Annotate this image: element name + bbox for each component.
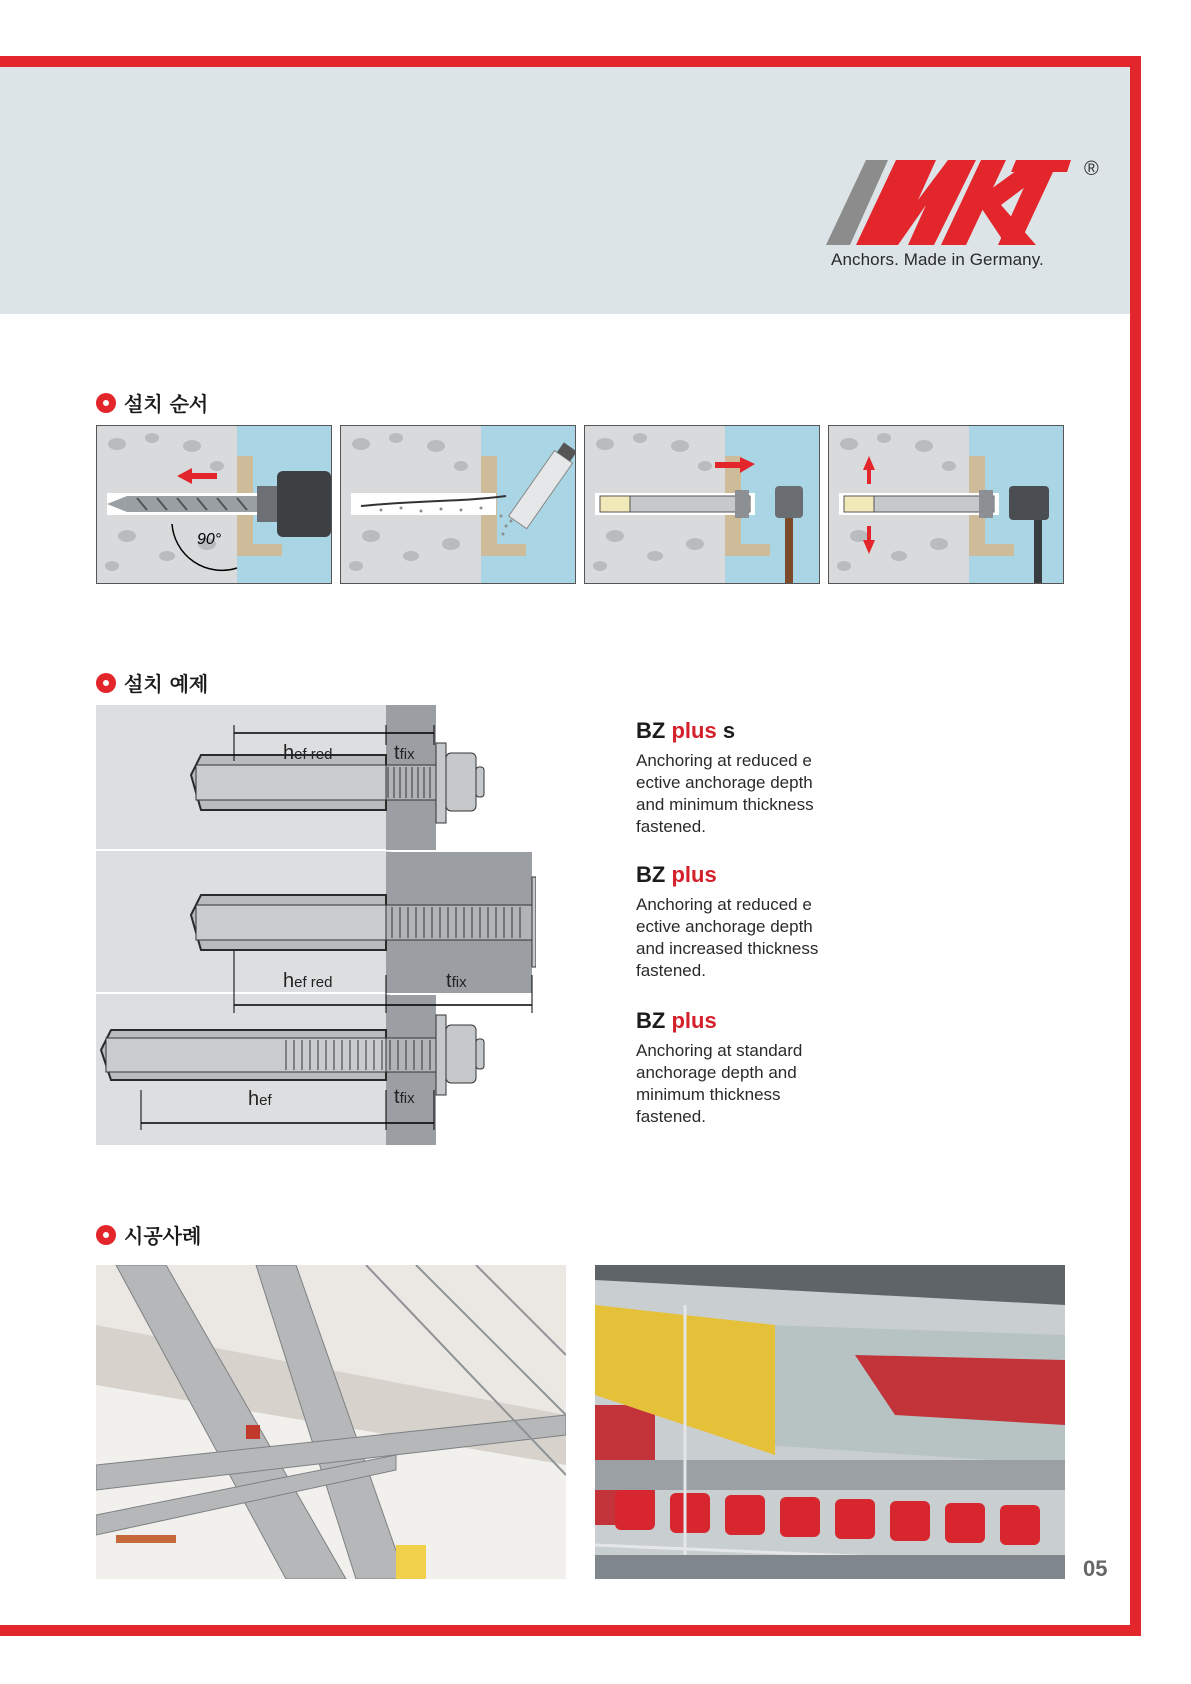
variant-title <box>636 718 936 744</box>
page-number: 05 <box>1083 1556 1108 1581</box>
step-torque <box>828 425 1064 584</box>
svg-text:tfix <box>446 970 467 992</box>
variant-title-prefix: BZ <box>636 718 666 743</box>
variant-title-red: plus <box>671 862 717 887</box>
row1-left-label-sub: ef red <box>294 746 333 763</box>
row3-right-label-sub: fix <box>399 1090 415 1107</box>
section-title-install-sequence <box>96 388 208 417</box>
bullet-icon <box>96 1225 116 1245</box>
variant-description: Anchoring at standard anchorage depth and minimum thickness fastened. <box>636 1041 803 1126</box>
svg-text:hef red <box>283 742 332 764</box>
section-title-text: 설치 순서 <box>124 392 209 416</box>
step-clean <box>340 425 576 584</box>
section-title-text: 시공사례 <box>124 1224 202 1248</box>
row2-right-label-main: t <box>446 970 452 992</box>
step-hammer <box>584 425 820 584</box>
variant-title-prefix: BZ <box>636 862 666 887</box>
install-example-diagram <box>96 705 536 1145</box>
row3-left-label-sub: ef <box>259 1092 272 1109</box>
row1-right-label-sub: fix <box>399 746 415 763</box>
frame-right-border <box>1130 56 1141 1636</box>
case-photo-stadium <box>595 1265 1065 1579</box>
svg-text:tfix <box>394 742 415 764</box>
brand-tagline: Anchors. Made in Germany. <box>831 250 1044 269</box>
svg-text:hef <box>248 1088 272 1110</box>
variant-description: Anchoring at reduced e ective anchorage depth and increased thickness fastened. <box>636 895 819 980</box>
variant-bz-plus-increased <box>636 862 936 982</box>
case-photo-cable-trays <box>96 1265 566 1579</box>
drill-angle-label: 90° <box>197 531 222 548</box>
svg-text:tfix <box>394 1086 415 1108</box>
step-drill <box>96 425 332 584</box>
section-title-case-studies <box>96 1220 201 1249</box>
row1-right-label-main: t <box>394 742 400 764</box>
svg-text:hef red <box>283 970 332 992</box>
variant-title <box>636 1008 936 1034</box>
variant-bz-plus-s <box>636 718 936 838</box>
variant-title-prefix: BZ <box>636 1008 666 1033</box>
variant-title-red: plus <box>671 1008 717 1033</box>
variant-title-red: plus <box>671 718 717 743</box>
bullet-icon <box>96 393 116 413</box>
variant-bz-plus-standard <box>636 1008 936 1128</box>
variant-title-suffix: s <box>722 718 736 743</box>
variant-title <box>636 862 936 888</box>
row3-right-label-main: t <box>394 1086 400 1108</box>
section-title-install-examples <box>96 668 208 697</box>
variant-description: Anchoring at reduced e ective anchorage depth and minimum thickness fastened. <box>636 751 814 836</box>
row3-left-label-main: h <box>248 1088 260 1110</box>
row2-left-label-main: h <box>283 970 295 992</box>
row1-left-label-main: h <box>283 742 295 764</box>
row2-left-label-sub: ef red <box>294 974 333 991</box>
row2-right-label-sub: fix <box>451 974 467 991</box>
frame-bottom-border <box>0 1625 1141 1636</box>
frame-top-border <box>0 56 1141 67</box>
section-title-text: 설치 예제 <box>124 672 209 696</box>
registered-mark: ® <box>1084 158 1099 180</box>
bullet-icon <box>96 673 116 693</box>
